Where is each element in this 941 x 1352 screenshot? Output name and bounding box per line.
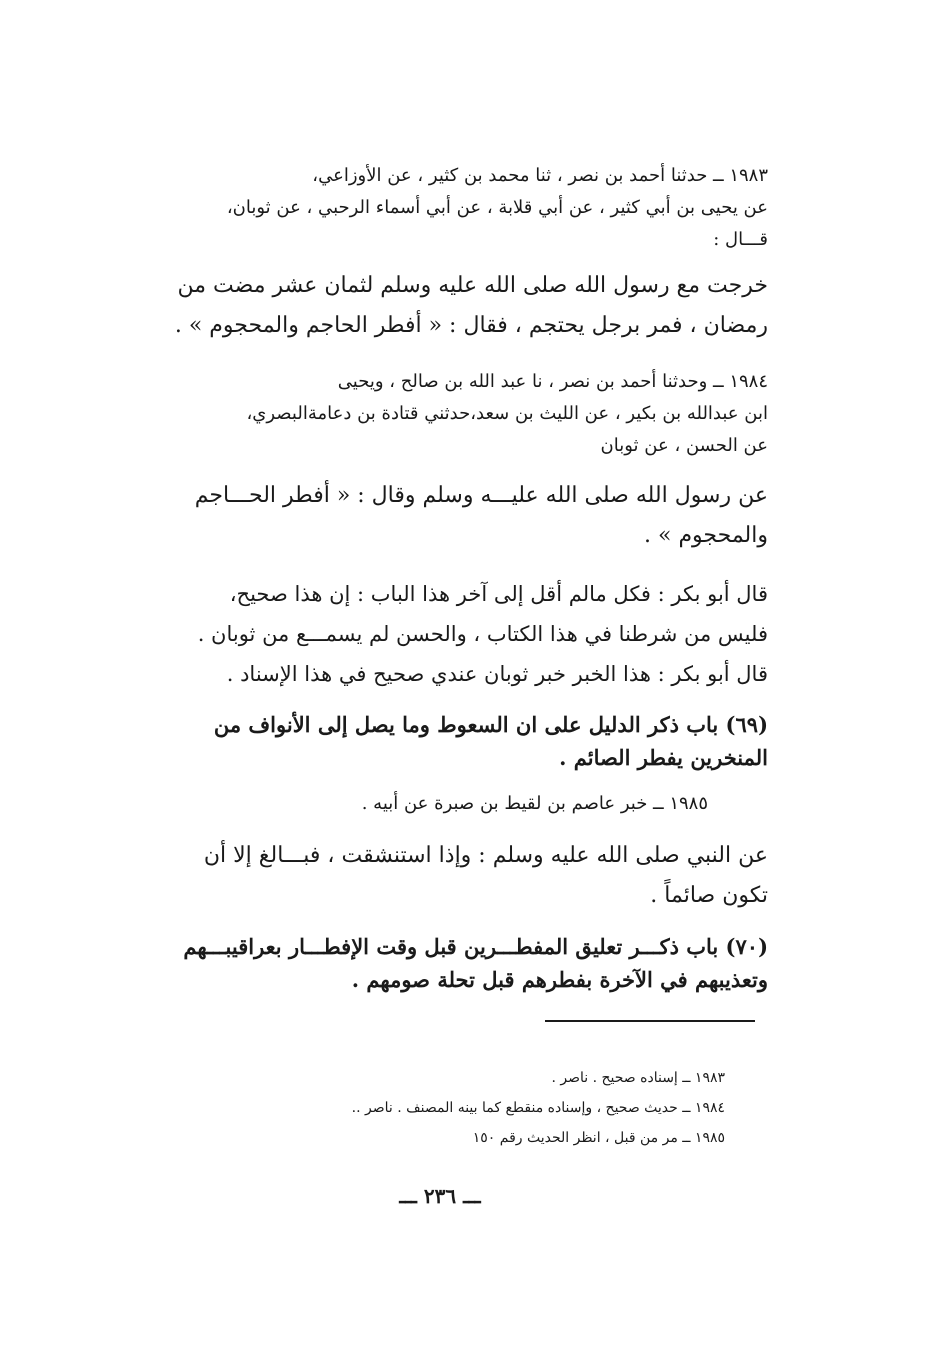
text-line: والمحجوم » . [644,523,768,548]
footnote-1984: ١٩٨٤ ــ حديث صحيح ، وإسناده منقطع كما بينه المصنف . ناصر .. [351,1100,725,1116]
text-line: (٧٠) باب ذكـــر تعليق المفطـــرين قبل وقت الإفطـــار بعراقيبـــهم [183,934,768,959]
text-line: خرجت مع رسول الله صلى الله عليه وسلم لثمان عشر مضت من [177,273,768,298]
chapter-70-heading [120,930,768,996]
text-line: عن يحيى بن أبي كثير ، عن أبي قلابة ، عن أبي أسماء الرحبي ، عن ثوبان، [226,197,768,218]
text-line: المنخرين يفطر الصائم . [559,745,768,770]
page-number: ـــ ٢٣٦ ـــ [399,1184,481,1208]
text-line: ابن عبدالله بن بكير ، عن الليث بن سعد،حدثني قتادة بن دعامةالبصري، [246,403,768,424]
text-line: رمضان ، فمر برجل يحتجم ، فقال : « أفطر الحاجم والمحجوم » . [174,313,768,338]
chapter-69-heading [120,708,768,774]
hadith-1983-matn [120,266,768,346]
text-line: (٦٩) باب ذكر الدليل على ان السعوط وما يصل إلى الأنواف من [213,712,768,737]
text-line: قال أبو بكر : هذا الخبر خبر ثوبان عندي صحيح في هذا الإسناد . [226,662,768,686]
footnote-separator [545,1020,755,1022]
text-line: ١٩٨٣ ــ حدثنا أحمد بن نصر ، ثنا محمد بن كثير ، عن الأوزاعي، [312,165,768,186]
footnote-1983: ١٩٨٣ ــ إسناده صحيح . ناصر . [551,1070,725,1086]
hadith-1983-isnad [120,160,768,256]
text-line: وتعذيبهم في الآخرة بفطرهم قبل تحلة صومهم . [351,967,768,992]
text-line: ١٩٨٤ ــ وحدثنا أحمد بن نصر ، نا عبد الله بن صالح ، ويحيى [337,371,768,392]
text-line: قـــال : [713,229,768,250]
hadith-1985-isnad [120,788,768,820]
footnote-1985: ١٩٨٥ ــ مر من قبل ، انظر الحديث رقم ١٥٠ [472,1130,725,1146]
text-line: ١٩٨٥ ــ خبر عاصم بن لقيط بن صبرة عن أبيه . [361,793,708,814]
text-line: فليس من شرطنا في هذا الكتاب ، والحسن لم يسمـــع من ثوبان . [197,622,768,646]
text-line: عن رسول الله صلى الله عليـــه وسلم وقال : « أفطر الحـــاجم [194,483,768,508]
hadith-1984-matn [120,476,768,556]
text-line: عن النبي صلى الله عليه وسلم : وإذا استنشقت ، فبـــالغ إلا أن [203,843,768,868]
abu-bakr-note [120,574,768,694]
hadith-1984-isnad [120,366,768,462]
text-line: تكون صائماً . [650,883,768,908]
text-line: عن الحسن ، عن ثوبان [600,435,768,456]
text-line: قال أبو بكر : فكل مالم أقل إلى آخر هذا الباب : إن هذا صحيح، [229,582,768,606]
hadith-1985-matn [120,836,768,916]
